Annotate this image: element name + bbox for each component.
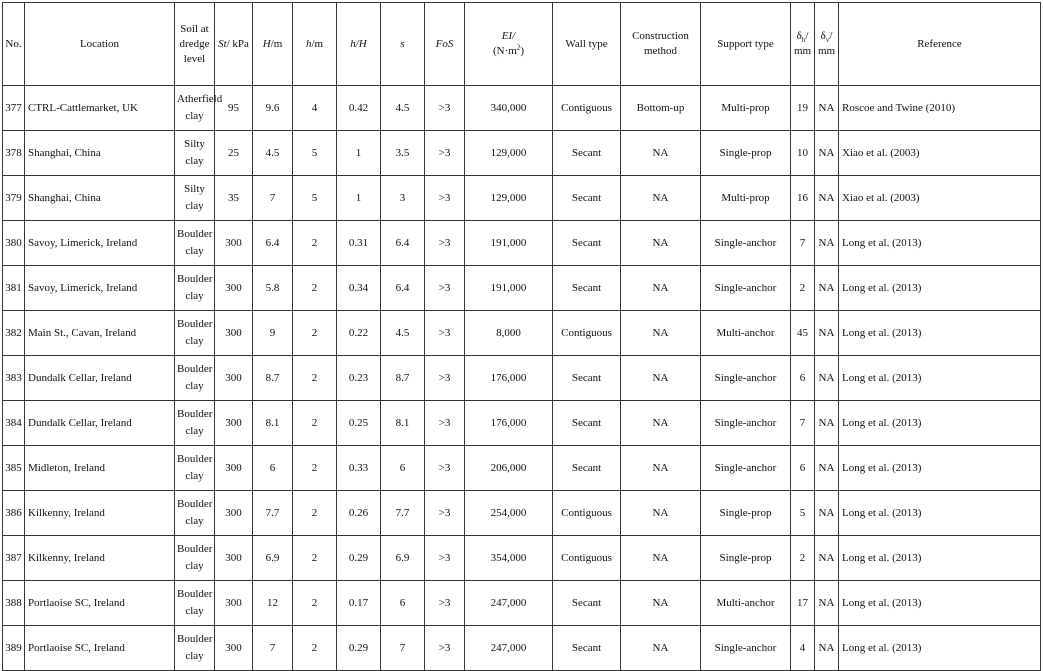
cell-s: 7.7 [381,491,425,536]
cell-support: Multi-anchor [701,311,791,356]
cell-s: 4.5 [381,311,425,356]
case-history-table [2,2,1041,671]
cell-reference: Long et al. (2013) [839,536,1041,581]
header-h-unit: /m [311,37,324,50]
cell-h: 2 [293,536,337,581]
cell-reference: Long et al. (2013) [839,266,1041,311]
cell-h: 2 [293,266,337,311]
cell-construction: NA [621,176,701,221]
header-fos: FoS [425,3,465,86]
cell-s: 6 [381,446,425,491]
cell-no: 377 [3,86,25,131]
cell-fos: >3 [425,131,465,176]
cell-H: 7.7 [253,491,293,536]
cell-location: CTRL-Cattlemarket, UK [25,86,175,131]
cell-wall-type: Secant [553,446,621,491]
cell-delta-v: NA [815,131,839,176]
cell-H: 5.8 [253,266,293,311]
cell-delta-h: 6 [791,356,815,401]
cell-h-over-H: 0.22 [337,311,381,356]
cell-H: 8.1 [253,401,293,446]
cell-delta-v: NA [815,401,839,446]
cell-s: 6.4 [381,266,425,311]
cell-location: Shanghai, China [25,176,175,221]
header-ei-unit: (N·m [493,45,517,57]
cell-support: Multi-anchor [701,581,791,626]
cell-h: 5 [293,176,337,221]
cell-location: Kilkenny, Ireland [25,536,175,581]
cell-st: 300 [215,266,253,311]
header-ei-symbol: EI/ [501,30,516,42]
cell-H: 6.4 [253,221,293,266]
cell-location: Savoy, Limerick, Ireland [25,266,175,311]
cell-construction: Bottom-up [621,86,701,131]
cell-location: Kilkenny, Ireland [25,491,175,536]
table-body [3,86,1041,671]
cell-delta-v: NA [815,626,839,671]
table-row [3,311,1041,356]
cell-st: 300 [215,401,253,446]
cell-h-over-H: 0.29 [337,536,381,581]
cell-no: 387 [3,536,25,581]
cell-st: 300 [215,356,253,401]
cell-construction: NA [621,221,701,266]
header-H-symbol: H [262,37,271,50]
cell-wall-type: Secant [553,581,621,626]
table-row [3,536,1041,581]
cell-h-over-H: 0.29 [337,626,381,671]
header-delta-v-unit: / mm [817,30,836,57]
header-wall-type: Wall type [553,3,621,86]
cell-h: 5 [293,131,337,176]
header-row [3,3,1041,86]
cell-no: 383 [3,356,25,401]
cell-ei: 191,000 [465,221,553,266]
cell-H: 4.5 [253,131,293,176]
cell-support: Single-anchor [701,266,791,311]
cell-support: Multi-prop [701,86,791,131]
header-delta-h-unit: / mm [793,30,812,57]
cell-construction: NA [621,356,701,401]
cell-st: 300 [215,581,253,626]
cell-h: 2 [293,356,337,401]
cell-h-over-H: 0.31 [337,221,381,266]
cell-fos: >3 [425,356,465,401]
cell-delta-h: 2 [791,266,815,311]
cell-delta-v: NA [815,491,839,536]
cell-reference: Long et al. (2013) [839,221,1041,266]
cell-no: 388 [3,581,25,626]
cell-delta-v: NA [815,86,839,131]
cell-support: Multi-prop [701,176,791,221]
cell-delta-h: 10 [791,131,815,176]
cell-h-over-H: 1 [337,176,381,221]
cell-delta-v: NA [815,536,839,581]
cell-s: 8.1 [381,401,425,446]
header-st-unit: / kPa [226,37,249,50]
header-delta-v-symbol: δ [820,30,826,42]
cell-delta-h: 19 [791,86,815,131]
cell-location: Dundalk Cellar, Ireland [25,356,175,401]
table-row [3,581,1041,626]
cell-fos: >3 [425,86,465,131]
cell-no: 378 [3,131,25,176]
header-delta-h-symbol: δ [796,30,802,42]
cell-location: Dundalk Cellar, Ireland [25,401,175,446]
cell-ei: 254,000 [465,491,553,536]
cell-support: Single-anchor [701,401,791,446]
header-delta-v [815,3,839,86]
cell-construction: NA [621,626,701,671]
cell-soil: Boulder clay [175,401,215,446]
cell-s: 6 [381,581,425,626]
cell-location: Portlaoise SC, Ireland [25,581,175,626]
cell-ei: 247,000 [465,581,553,626]
cell-delta-v: NA [815,311,839,356]
cell-support: Single-prop [701,491,791,536]
cell-location: Main St., Cavan, Ireland [25,311,175,356]
cell-h-over-H: 1 [337,131,381,176]
cell-wall-type: Secant [553,356,621,401]
table-row [3,446,1041,491]
cell-delta-v: NA [815,176,839,221]
cell-delta-h: 2 [791,536,815,581]
cell-st: 300 [215,491,253,536]
cell-st: 25 [215,131,253,176]
cell-h-over-H: 0.25 [337,401,381,446]
header-location: Location [25,3,175,86]
cell-ei: 129,000 [465,176,553,221]
cell-construction: NA [621,536,701,581]
cell-delta-v: NA [815,266,839,311]
header-ei [465,3,553,86]
header-delta-h [791,3,815,86]
header-delta-h-sub: h [801,36,806,45]
cell-H: 8.7 [253,356,293,401]
cell-H: 9 [253,311,293,356]
cell-support: Single-prop [701,536,791,581]
cell-soil: Boulder clay [175,491,215,536]
cell-H: 9.6 [253,86,293,131]
cell-ei: 191,000 [465,266,553,311]
cell-delta-h: 6 [791,446,815,491]
cell-reference: Long et al. (2013) [839,356,1041,401]
cell-construction: NA [621,401,701,446]
cell-fos: >3 [425,581,465,626]
cell-delta-h: 7 [791,221,815,266]
header-reference: Reference [839,3,1041,86]
cell-fos: >3 [425,221,465,266]
cell-h-over-H: 0.42 [337,86,381,131]
cell-construction: NA [621,311,701,356]
cell-wall-type: Contiguous [553,86,621,131]
cell-soil: Silty clay [175,176,215,221]
header-no: No. [3,3,25,86]
cell-H: 6.9 [253,536,293,581]
cell-h-over-H: 0.33 [337,446,381,491]
table-row [3,266,1041,311]
cell-delta-h: 45 [791,311,815,356]
cell-s: 6.4 [381,221,425,266]
cell-h-over-H: 0.34 [337,266,381,311]
table-row [3,491,1041,536]
cell-h: 2 [293,311,337,356]
header-soil: Soil at dredge level [175,3,215,86]
cell-soil: Silty clay [175,131,215,176]
cell-st: 300 [215,446,253,491]
header-s: s [381,3,425,86]
cell-s: 3 [381,176,425,221]
cell-construction: NA [621,131,701,176]
cell-h: 4 [293,86,337,131]
cell-delta-h: 4 [791,626,815,671]
cell-H: 7 [253,176,293,221]
cell-ei: 8,000 [465,311,553,356]
cell-fos: >3 [425,266,465,311]
cell-reference: Long et al. (2013) [839,446,1041,491]
cell-H: 6 [253,446,293,491]
cell-h: 2 [293,401,337,446]
cell-st: 300 [215,536,253,581]
cell-reference: Long et al. (2013) [839,626,1041,671]
cell-H: 12 [253,581,293,626]
cell-construction: NA [621,581,701,626]
cell-construction: NA [621,491,701,536]
cell-wall-type: Contiguous [553,491,621,536]
header-delta-v-sub: v [825,36,830,45]
cell-st: 300 [215,221,253,266]
cell-soil: Boulder clay [175,311,215,356]
header-h [293,3,337,86]
cell-reference: Roscoe and Twine (2010) [839,86,1041,131]
cell-no: 380 [3,221,25,266]
cell-soil: Boulder clay [175,266,215,311]
header-st-symbol: St [218,37,227,50]
cell-h: 2 [293,581,337,626]
cell-wall-type: Secant [553,401,621,446]
cell-fos: >3 [425,311,465,356]
table-row [3,86,1041,131]
cell-wall-type: Secant [553,176,621,221]
header-st [215,3,253,86]
cell-no: 389 [3,626,25,671]
cell-delta-h: 7 [791,401,815,446]
cell-s: 8.7 [381,356,425,401]
cell-ei: 176,000 [465,401,553,446]
cell-st: 95 [215,86,253,131]
cell-reference: Long et al. (2013) [839,581,1041,626]
cell-no: 381 [3,266,25,311]
cell-delta-v: NA [815,221,839,266]
cell-soil: Boulder clay [175,356,215,401]
table-row [3,626,1041,671]
cell-ei: 129,000 [465,131,553,176]
cell-ei: 206,000 [465,446,553,491]
cell-h-over-H: 0.17 [337,581,381,626]
cell-reference: Long et al. (2013) [839,491,1041,536]
cell-soil: Boulder clay [175,221,215,266]
cell-support: Single-prop [701,131,791,176]
cell-s: 7 [381,626,425,671]
cell-reference: Xiao et al. (2003) [839,131,1041,176]
cell-h: 2 [293,626,337,671]
cell-fos: >3 [425,626,465,671]
cell-wall-type: Secant [553,266,621,311]
cell-fos: >3 [425,401,465,446]
cell-h: 2 [293,491,337,536]
cell-h: 2 [293,221,337,266]
cell-no: 384 [3,401,25,446]
cell-h-over-H: 0.26 [337,491,381,536]
header-h-over-H: h/H [337,3,381,86]
cell-st: 300 [215,626,253,671]
cell-location: Shanghai, China [25,131,175,176]
header-h-symbol: h [305,37,312,50]
cell-soil: Boulder clay [175,536,215,581]
cell-h-over-H: 0.23 [337,356,381,401]
cell-delta-h: 16 [791,176,815,221]
cell-location: Midleton, Ireland [25,446,175,491]
cell-construction: NA [621,446,701,491]
table-row [3,401,1041,446]
cell-location: Savoy, Limerick, Ireland [25,221,175,266]
cell-reference: Long et al. (2013) [839,401,1041,446]
cell-soil: Boulder clay [175,446,215,491]
cell-H: 7 [253,626,293,671]
table-row [3,356,1041,401]
cell-reference: Long et al. (2013) [839,311,1041,356]
cell-no: 379 [3,176,25,221]
cell-construction: NA [621,266,701,311]
cell-no: 382 [3,311,25,356]
cell-ei: 340,000 [465,86,553,131]
cell-st: 300 [215,311,253,356]
cell-no: 385 [3,446,25,491]
cell-support: Single-anchor [701,221,791,266]
cell-wall-type: Secant [553,626,621,671]
cell-wall-type: Secant [553,221,621,266]
table-row [3,176,1041,221]
cell-fos: >3 [425,446,465,491]
header-ei-close: ) [520,45,524,57]
header-ei-exponent: 2 [516,43,521,52]
header-H [253,3,293,86]
cell-h: 2 [293,446,337,491]
cell-support: Single-anchor [701,446,791,491]
cell-no: 386 [3,491,25,536]
cell-wall-type: Contiguous [553,536,621,581]
cell-support: Single-anchor [701,356,791,401]
cell-support: Single-anchor [701,626,791,671]
cell-soil: Boulder clay [175,581,215,626]
cell-reference: Xiao et al. (2003) [839,176,1041,221]
cell-soil: Boulder clay [175,626,215,671]
cell-s: 3.5 [381,131,425,176]
cell-ei: 247,000 [465,626,553,671]
table-row [3,221,1041,266]
cell-wall-type: Secant [553,131,621,176]
cell-fos: >3 [425,176,465,221]
cell-ei: 354,000 [465,536,553,581]
cell-delta-v: NA [815,446,839,491]
cell-delta-h: 17 [791,581,815,626]
cell-ei: 176,000 [465,356,553,401]
cell-s: 6.9 [381,536,425,581]
header-support: Support type [701,3,791,86]
header-construction: Construction method [621,3,701,86]
cell-delta-v: NA [815,581,839,626]
cell-delta-h: 5 [791,491,815,536]
cell-fos: >3 [425,491,465,536]
header-H-unit: /m [270,37,283,50]
cell-st: 35 [215,176,253,221]
cell-soil: Atherfield clay [175,86,215,131]
cell-wall-type: Contiguous [553,311,621,356]
table-row [3,131,1041,176]
cell-delta-v: NA [815,356,839,401]
cell-s: 4.5 [381,86,425,131]
cell-fos: >3 [425,536,465,581]
cell-location: Portlaoise SC, Ireland [25,626,175,671]
